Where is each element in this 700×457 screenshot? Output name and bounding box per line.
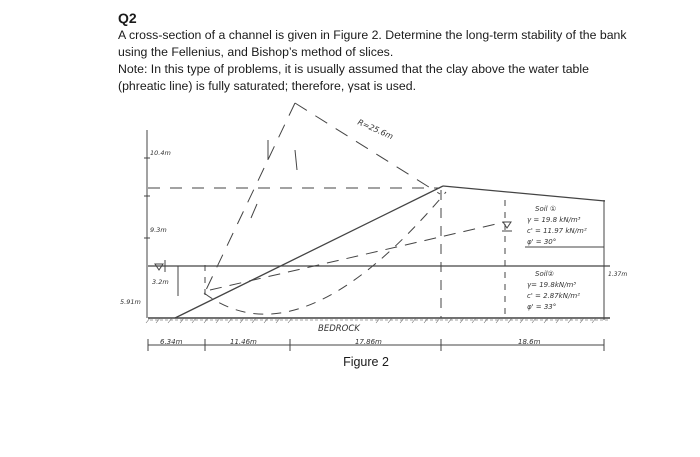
radius-line-left (206, 103, 295, 290)
figure-caption-wrapper (0, 355, 700, 369)
soil-boundary-line (210, 222, 505, 290)
base-dim-1: 6.34m (160, 338, 183, 346)
base-dim-3: 17.86m (355, 338, 382, 346)
question-line-2: using the Fellenius, and Bishop’s method of slices. (118, 45, 394, 59)
soil2-cohesion: c' = 2.87kN/m² (527, 292, 580, 300)
question-line-1: A cross-section of a channel is given in Figure 2. Determine the long-term stability of the bank (118, 28, 627, 42)
soil2-gamma: γ= 19.8kN/m³ (527, 281, 577, 289)
dim-5-91-label: 5.91m (120, 298, 141, 306)
question-line-4: (phreatic line) is fully saturated; therefore, γsat is used. (118, 79, 416, 93)
dim-10-4-label: 10.4m (150, 149, 171, 157)
question-line-3: Note: In this type of problems, it is usually assumed that the clay above the water table (118, 62, 589, 76)
figure-caption: Figure 2 (343, 355, 389, 369)
soil1-cohesion: c' = 11.97 kN/m² (527, 227, 587, 235)
dim-3-2-label: 3.2m (152, 278, 169, 286)
crest-line (443, 186, 605, 201)
dim-1-37-label: 1.37m (608, 271, 628, 278)
dim-9-3-label: 9.3m (150, 226, 167, 234)
base-dim-4: 18.6m (518, 338, 541, 346)
base-dim-2: 11.46m (230, 338, 257, 346)
soil1-name: Soil ① (535, 205, 557, 213)
soil1-friction-angle: φ' = 30° (527, 238, 557, 246)
slip-surface-arc (204, 192, 446, 314)
soil2-friction-angle: φ' = 33° (527, 303, 557, 311)
question-number: Q2 (118, 10, 137, 26)
radius-label: R=25.6m (356, 117, 395, 142)
soil2-name: Soil② (535, 270, 554, 278)
soil1-gamma: γ = 19.8 kN/m³ (527, 216, 581, 224)
radius-line (295, 103, 440, 194)
slope-face (175, 186, 443, 318)
bedrock-label: BEDROCK (318, 324, 360, 334)
